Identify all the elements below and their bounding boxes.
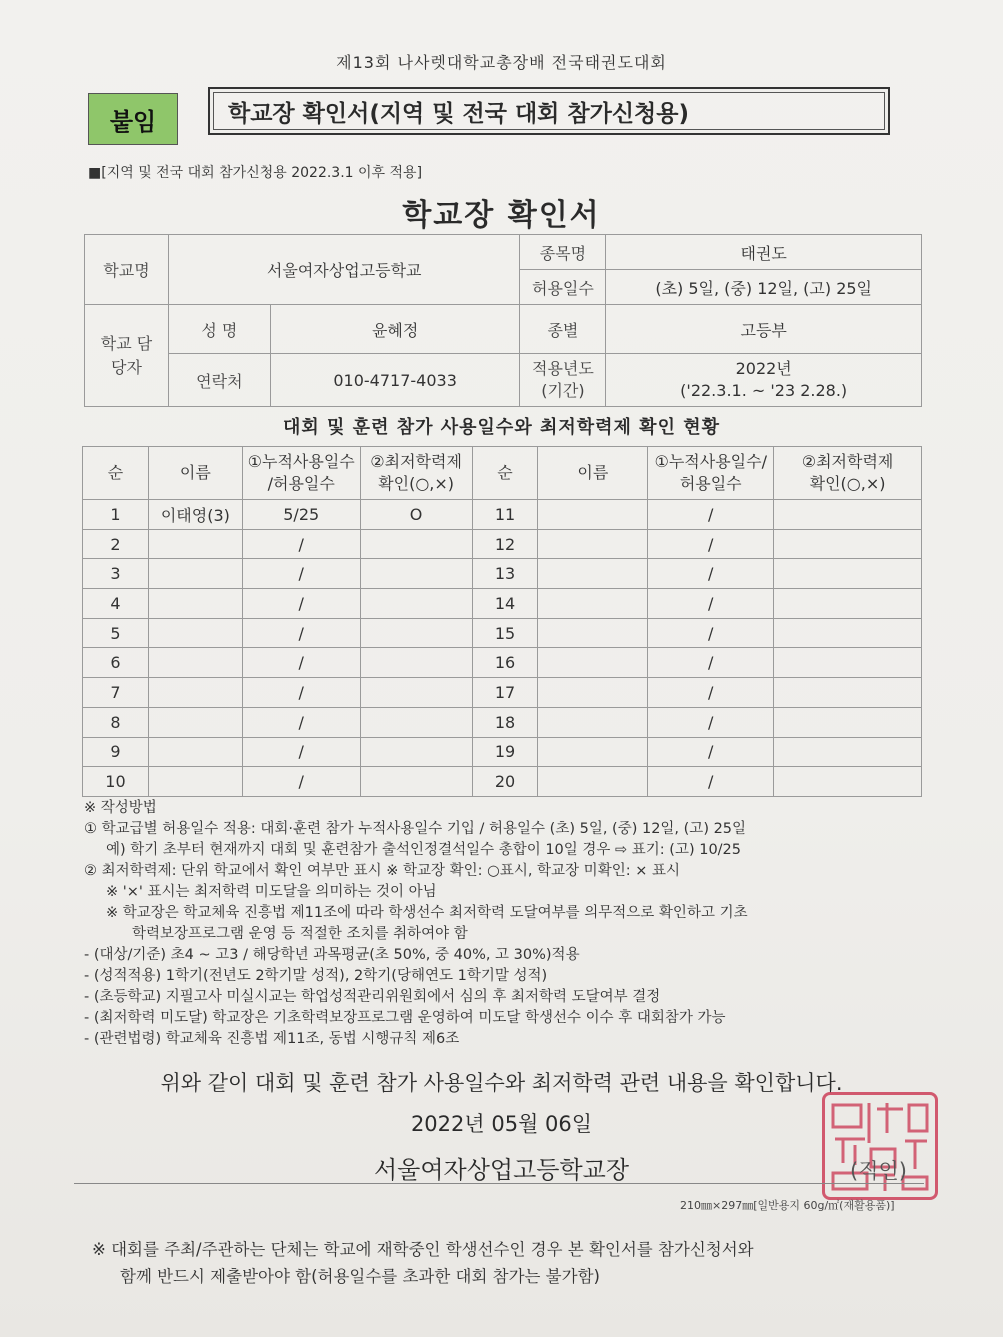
cell-name (148, 737, 242, 767)
allowed-days-label: 허용일수 (520, 270, 606, 305)
division-value: 고등부 (606, 305, 922, 354)
paper-spec: 210㎜×297㎜[일반용지 60g/㎡(재활용품)] (680, 1199, 895, 1212)
col-no: 순 (83, 447, 149, 500)
cell-min (360, 618, 472, 648)
cell-min-right (774, 767, 922, 797)
cell-name-right (538, 648, 648, 678)
year-label-line1: 적용년도 (532, 359, 594, 378)
cell-no-right: 11 (472, 500, 538, 530)
guide-line: ※ '×' 표시는 최저학력 미도달을 의미하는 것이 아님 (106, 884, 437, 900)
guide-line: - (관련법령) 학교체육 진흥법 제11조, 동법 시행규칙 제6조 (84, 1031, 460, 1047)
cell-days-right: / (648, 648, 774, 678)
cell-min (360, 678, 472, 708)
cell-days: / (242, 529, 360, 559)
cell-name (148, 767, 242, 797)
cell-min-right (774, 678, 922, 708)
guide-line: - (초등학교) 지필고사 미실시교는 학업성적관리위원회에서 심의 후 최저학력 도달여부 결정 (84, 989, 661, 1005)
guide-line: ② 최저학력제: 단위 학교에서 확인 여부만 표시 ※ 학교장 확인: ○표시, 학교장 미확인: × 표시 (84, 863, 680, 879)
cell-min (360, 737, 472, 767)
year-value (606, 354, 922, 407)
school-value: 서울여자상업고등학교 (168, 235, 520, 305)
document-title: 학교장 확인서 (402, 198, 601, 233)
cell-no-right: 14 (472, 589, 538, 619)
status-section-title: 대회 및 훈련 참가 사용일수와 최저학력제 확인 현황 (282, 417, 720, 438)
cell-days: / (242, 559, 360, 589)
cell-days: / (242, 767, 360, 797)
principal-title: 서울여자상업고등학교장 (373, 1156, 630, 1184)
year-value-line1: 2022년 (735, 359, 792, 378)
cell-min-right (774, 589, 922, 619)
year-label-line2: (기간) (541, 381, 585, 400)
cell-min (360, 707, 472, 737)
submission-note-line1: ※ 대회를 주최/주관하는 단체는 학교에 재학중인 학생선수인 경우 본 확인서를 참가신청서와 (92, 1240, 754, 1259)
cell-min-right (774, 500, 922, 530)
cell-no: 8 (83, 707, 149, 737)
cell-days-right: / (648, 589, 774, 619)
cell-name (148, 529, 242, 559)
cell-name-right (538, 767, 648, 797)
cell-name-right (538, 737, 648, 767)
col-no-right: 순 (472, 447, 538, 500)
col-min-line2: 확인(○,×) (378, 474, 455, 493)
table-row (83, 648, 922, 678)
cell-no: 7 (83, 678, 149, 708)
col-min (360, 447, 472, 500)
applicability-note: ■[지역 및 전국 대회 참가신청용 2022.3.1 이후 적용] (88, 165, 423, 181)
guide-line: 학력보장프로그램 운영 등 적절한 조치를 취하여야 함 (132, 926, 468, 942)
cell-no-right: 17 (472, 678, 538, 708)
issue-date: 2022년 05월 06일 (410, 1112, 593, 1136)
cell-name (148, 648, 242, 678)
col-min-line1: ②최저학력제 (370, 452, 462, 471)
cell-days-right: / (648, 707, 774, 737)
table-row (83, 767, 922, 797)
col-min-right-line2: 확인(○,×) (809, 474, 886, 493)
cell-days-right: / (648, 737, 774, 767)
table-header-row (83, 447, 922, 500)
footer-divider (74, 1183, 924, 1184)
school-info-table (84, 234, 922, 407)
cell-days: / (242, 707, 360, 737)
col-name-right: 이름 (538, 447, 648, 500)
event-value: 태권도 (606, 235, 922, 270)
cell-name-right (538, 559, 648, 589)
cell-days: / (242, 618, 360, 648)
cell-no-right: 18 (472, 707, 538, 737)
year-label (520, 354, 606, 407)
manager-label: 학교 담당자 (85, 305, 169, 407)
guide-line: ① 학교급별 허용일수 적용: 대회·훈련 참가 누적사용일수 기입 / 허용일수 (초) 5일, (중) 12일, (고) 25일 (84, 821, 747, 837)
cell-min (360, 648, 472, 678)
cell-no: 5 (83, 618, 149, 648)
cell-min (360, 589, 472, 619)
col-days (242, 447, 360, 500)
guide-line: 예) 학기 초부터 현재까지 대회 및 훈련참가 출석인정결석일수 총합이 10일 경우 ⇨ 표기: (고) 10/25 (106, 842, 742, 858)
cell-name-right (538, 618, 648, 648)
cell-days: / (242, 589, 360, 619)
cell-days: / (242, 678, 360, 708)
name-label: 성 명 (168, 305, 270, 354)
cell-no: 6 (83, 648, 149, 678)
division-label: 종별 (520, 305, 606, 354)
cell-name-right (538, 589, 648, 619)
cell-days-right: / (648, 618, 774, 648)
table-row (83, 500, 922, 530)
cell-name (148, 589, 242, 619)
cell-days: / (242, 737, 360, 767)
confirmation-statement: 위와 같이 대회 및 훈련 참가 사용일수와 최저학력 관련 내용을 확인합니다. (160, 1071, 843, 1095)
school-label: 학교명 (85, 235, 169, 305)
cell-name (148, 618, 242, 648)
cell-min (360, 767, 472, 797)
cell-min-right (774, 559, 922, 589)
cell-days-right: / (648, 500, 774, 530)
table-row (83, 618, 922, 648)
submission-note-line2: 함께 반드시 제출받아야 함(허용일수를 초과한 대회 참가는 불가함) (120, 1267, 600, 1286)
document-banner: 학교장 확인서(지역 및 전국 대회 참가신청용) (208, 87, 890, 135)
cell-no: 10 (83, 767, 149, 797)
cell-days: 5/25 (242, 500, 360, 530)
table-row (83, 529, 922, 559)
col-name: 이름 (148, 447, 242, 500)
cell-min-right (774, 737, 922, 767)
cell-days-right: / (648, 559, 774, 589)
writing-guide (84, 798, 944, 1050)
table-row (83, 678, 922, 708)
col-days-right-line1: ①누적사용일수/ (654, 452, 767, 471)
cell-no: 4 (83, 589, 149, 619)
attachment-badge: 붙임 (88, 93, 178, 145)
cell-days-right: / (648, 529, 774, 559)
cell-name-right (538, 500, 648, 530)
cell-min-right (774, 707, 922, 737)
col-min-right (774, 447, 922, 500)
contact-value: 010-4717-4033 (270, 354, 520, 407)
cell-no: 2 (83, 529, 149, 559)
cell-min (360, 559, 472, 589)
cell-min-right (774, 648, 922, 678)
seal-label: (직인) (850, 1159, 907, 1183)
event-title: 제13회 나사렛대학교총장배 전국태권도대회 (336, 53, 667, 72)
year-value-line2: ('22.3.1. ~ '23 2.28.) (680, 381, 848, 400)
table-row (83, 737, 922, 767)
cell-no-right: 13 (472, 559, 538, 589)
table-row (83, 589, 922, 619)
cell-days-right: / (648, 767, 774, 797)
cell-min: O (360, 500, 472, 530)
cell-name: 이태영(3) (148, 500, 242, 530)
guide-line: - (성적적용) 1학기(전년도 2학기말 성적), 2학기(당해연도 1학기말 성적) (84, 968, 548, 984)
guide-line: - (최저학력 미도달) 학교장은 기초학력보장프로그램 운영하여 미도달 학생선수 이수 후 대회참가 가능 (84, 1010, 726, 1026)
cell-no: 3 (83, 559, 149, 589)
table-row (83, 559, 922, 589)
cell-name-right (538, 707, 648, 737)
name-value: 윤혜정 (270, 305, 520, 354)
cell-days-right: / (648, 678, 774, 708)
cell-days: / (242, 648, 360, 678)
cell-min-right (774, 529, 922, 559)
cell-no-right: 12 (472, 529, 538, 559)
guide-line: ※ 학교장은 학교체육 진흥법 제11조에 따라 학생선수 최저학력 도달여부를 의무적으로 확인하고 기초 (106, 905, 748, 921)
cell-name (148, 707, 242, 737)
cell-name (148, 678, 242, 708)
cell-min-right (774, 618, 922, 648)
cell-no: 1 (83, 500, 149, 530)
cell-name-right (538, 529, 648, 559)
cell-no-right: 15 (472, 618, 538, 648)
col-min-right-line1: ②최저학력제 (801, 452, 894, 471)
guide-title: ※ 작성방법 (84, 800, 157, 816)
col-days-line1: ①누적사용일수 (247, 452, 355, 471)
cell-no-right: 19 (472, 737, 538, 767)
submission-note (92, 1236, 932, 1290)
allowed-days-value: (초) 5일, (중) 12일, (고) 25일 (606, 270, 922, 305)
table-row (83, 707, 922, 737)
cell-name (148, 559, 242, 589)
col-days-right-line2: 허용일수 (679, 474, 742, 493)
participation-table (82, 446, 922, 797)
cell-no: 9 (83, 737, 149, 767)
cell-min (360, 529, 472, 559)
col-days-right (648, 447, 774, 500)
contact-label: 연락처 (168, 354, 270, 407)
guide-line: - (대상/기준) 초4 ~ 고3 / 해당학년 과목평균(초 50%, 중 40%, 고 30%)적용 (84, 947, 580, 963)
col-days-line2: /허용일수 (267, 474, 335, 493)
event-label: 종목명 (520, 235, 606, 270)
cell-name-right (538, 678, 648, 708)
cell-no-right: 16 (472, 648, 538, 678)
cell-no-right: 20 (472, 767, 538, 797)
